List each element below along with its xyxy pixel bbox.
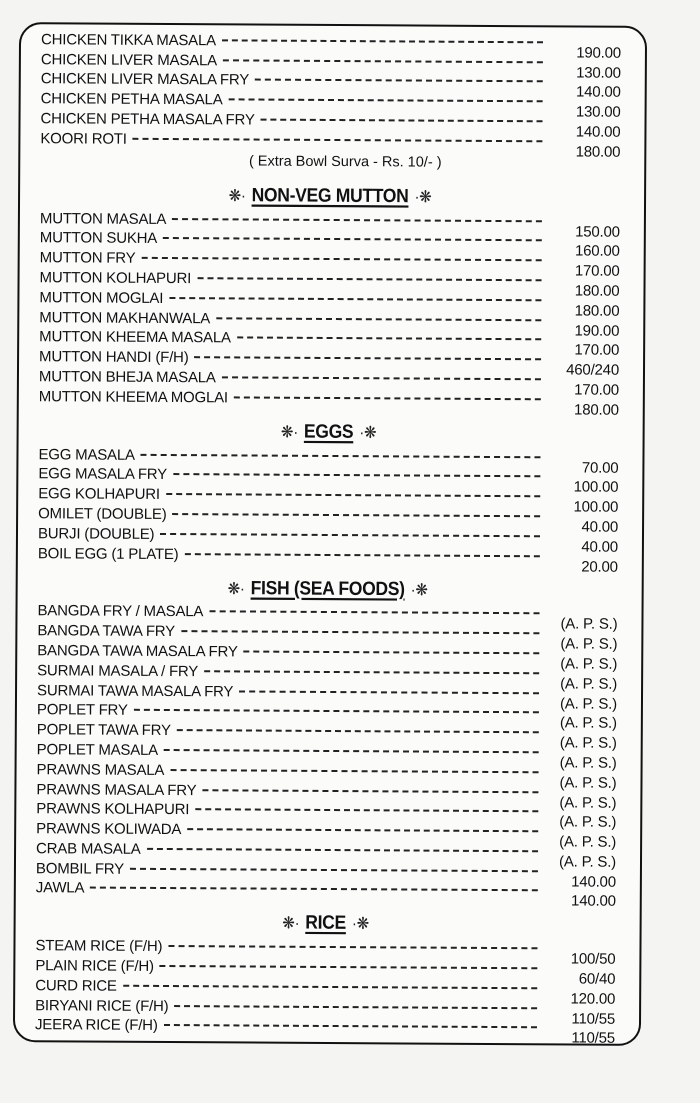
ornament-right-icon: ·❋ (410, 580, 428, 600)
item-name: CURD RICE (35, 977, 117, 995)
dot-leader (166, 493, 540, 497)
item-name: BANGDA TAWA MASALA FRY (37, 642, 238, 661)
item-price: 60/40 (578, 970, 616, 988)
section-rice (34, 905, 616, 1048)
item-price: 130.00 (575, 103, 621, 121)
item-name: EGG MASALA (38, 445, 135, 464)
item-name: MUTTON SUKHA (39, 229, 158, 248)
item-name: CRAB MASALA (36, 840, 141, 858)
menu-card (13, 22, 647, 1046)
item-price: 170.00 (574, 262, 620, 280)
section-title: FISH (SEA FOODS) (250, 576, 405, 600)
item-price: 130.00 (576, 64, 621, 82)
menu-item (34, 1014, 615, 1048)
dot-leader (174, 1005, 537, 1009)
item-price: 100/50 (570, 950, 616, 969)
item-price: 180.00 (574, 282, 620, 300)
item-price: 100.00 (573, 478, 619, 497)
item-name: BANGDA TAWA FRY (37, 622, 176, 641)
dot-leader (195, 356, 542, 360)
dot-leader (134, 709, 539, 713)
dot-leader (169, 297, 541, 301)
ornament-right-icon: ·❋ (359, 423, 377, 443)
dot-leader (173, 473, 540, 477)
item-price: 180.00 (574, 401, 619, 419)
section-title: EGGS (303, 419, 354, 442)
dot-leader (222, 376, 541, 380)
item-price: 150.00 (575, 223, 620, 241)
section-heading (39, 411, 619, 448)
section-title: RICE (305, 911, 347, 934)
item-name: PRAWNS MASALA (36, 760, 165, 779)
dot-leader (133, 138, 543, 143)
item-price: (A. P. S.) (559, 813, 617, 832)
dot-leader (177, 729, 539, 733)
item-name: SURMAI MASALA / FRY (37, 661, 199, 680)
item-price: (A. P. S.) (559, 774, 617, 792)
item-name: PRAWNS MASALA FRY (36, 780, 197, 799)
item-price: 100.00 (573, 498, 619, 516)
dot-leader (172, 218, 542, 222)
item-price: 140.00 (571, 873, 616, 891)
dot-leader (261, 119, 543, 123)
item-name: CHICKEN LIVER MASALA (40, 50, 218, 69)
dot-leader (130, 867, 538, 871)
item-name: BOMBIL FRY (35, 859, 125, 878)
dot-leader (195, 808, 538, 812)
item-name: KOORI ROTI (40, 130, 127, 148)
dot-leader (197, 277, 541, 281)
dot-leader (141, 257, 541, 261)
dot-leader (141, 453, 541, 457)
item-name: MUTTON HANDI (F/H) (39, 348, 189, 367)
item-name: MUTTON KHEEMA MASALA (39, 328, 231, 347)
item-price: 140.00 (571, 892, 616, 911)
section-heading (38, 568, 618, 605)
item-price: 140.00 (575, 123, 621, 141)
ornament-left-icon: ❋· (280, 422, 298, 442)
section-heading (36, 903, 616, 940)
item-name: MUTTON KHEEMA MOGLAI (38, 387, 228, 407)
item-price: (A. P. S.) (559, 793, 617, 812)
item-price: 460/240 (566, 361, 620, 379)
item-price: 170.00 (574, 341, 620, 360)
dot-leader (237, 337, 541, 341)
dot-leader (168, 945, 537, 949)
item-name: CHICKEN LIVER MASALA FRY (40, 70, 250, 89)
dot-leader (229, 99, 543, 103)
dot-leader (123, 985, 537, 990)
menu-item (38, 385, 619, 419)
item-name: BURJI (DOUBLE) (37, 524, 155, 543)
dot-leader (204, 670, 539, 674)
item-price: 40.00 (581, 518, 619, 536)
ornament-left-icon: ❋· (227, 579, 245, 599)
dot-leader (216, 317, 541, 321)
ornament-right-icon: ·❋ (351, 915, 369, 934)
item-name: BANGDA FRY / MASALA (37, 602, 204, 621)
section-fish (35, 570, 618, 911)
item-price: (A. P. S.) (559, 754, 617, 772)
item-name: STEAM RICE (F/H) (35, 937, 163, 956)
item-price: 190.00 (576, 44, 621, 62)
item-name: MUTTON FRY (39, 249, 136, 267)
extra-bowl-note: ( Extra Bowl Surva - Rs. 10/- ) (248, 153, 442, 171)
dot-leader (184, 553, 539, 557)
item-name: CHICKEN PETHA MASALA (40, 90, 223, 109)
dot-leader (90, 887, 538, 892)
menu-item (40, 127, 621, 161)
ornament-right-icon: ·❋ (414, 187, 432, 207)
item-price: 160.00 (574, 242, 620, 261)
item-price: 110/55 (571, 1029, 615, 1048)
item-name: PLAIN RICE (F/H) (35, 957, 154, 976)
item-name: CHICKEN TIKKA MASALA (40, 31, 217, 50)
ornament-left-icon: ❋· (228, 186, 246, 206)
item-price: 40.00 (581, 538, 618, 556)
menu-item (35, 877, 616, 911)
menu-item (37, 542, 618, 576)
item-name: EGG MASALA FRY (38, 465, 168, 484)
item-price: 190.00 (574, 322, 620, 340)
item-name: MUTTON MOGLAI (39, 288, 164, 307)
dot-leader (170, 769, 538, 773)
dot-leader (209, 611, 539, 615)
dot-leader (160, 965, 538, 969)
item-price: (A. P. S.) (560, 675, 618, 693)
item-name: SURMAI TAWA MASALA FRY (36, 681, 234, 700)
item-price: (A. P. S.) (560, 655, 618, 673)
item-name: BIRYANI RICE (F/H) (35, 996, 169, 1015)
item-name: JEERA RICE (F/H) (34, 1016, 158, 1035)
dot-leader (147, 848, 539, 852)
item-name: EGG KOLHAPURI (38, 485, 160, 504)
dot-leader (222, 39, 543, 43)
section-chicken (40, 28, 621, 172)
item-name: MUTTON BHEJA MASALA (38, 368, 216, 387)
section-heading (40, 176, 620, 213)
item-name: JAWLA (35, 879, 85, 897)
menu-content (34, 28, 621, 1048)
item-price: (A. P. S.) (560, 615, 618, 634)
item-price: (A. P. S.) (559, 714, 617, 733)
item-name: PRAWNS KOLHAPURI (36, 800, 190, 819)
dot-leader (202, 789, 538, 793)
item-price: (A. P. S.) (559, 833, 617, 851)
item-price: 170.00 (574, 381, 619, 399)
dot-leader (160, 533, 540, 537)
item-name: CHICKEN PETHA MASALA FRY (40, 110, 255, 129)
dot-leader (173, 513, 541, 517)
dot-leader (255, 79, 543, 83)
item-name: BOIL EGG (1 PLATE) (37, 544, 179, 563)
dot-leader (223, 59, 543, 63)
item-name: POPLET TAWA FRY (36, 721, 171, 740)
section-title: NON-VEG MUTTON (251, 183, 409, 207)
dot-leader (164, 1024, 537, 1028)
dot-leader (239, 690, 539, 694)
dot-leader (164, 749, 539, 753)
item-name: PRAWNS KOLIWADA (36, 820, 182, 839)
item-price: 120.00 (570, 990, 616, 1008)
item-price: 140.00 (575, 83, 621, 102)
dot-leader (163, 237, 542, 241)
item-price: 180.00 (574, 302, 620, 320)
dot-leader (234, 396, 541, 400)
dot-leader (187, 828, 538, 832)
section-eggs (37, 413, 619, 576)
item-price: (A. P. S.) (559, 853, 617, 871)
section-mutton (38, 177, 620, 419)
item-price: (A. P. S.) (559, 694, 618, 713)
item-name: MUTTON MASALA (39, 209, 167, 228)
dot-leader (244, 650, 540, 654)
item-price: 70.00 (581, 459, 619, 477)
item-price: (A. P. S.) (560, 635, 618, 653)
item-name: POPLET FRY (36, 701, 128, 720)
item-price: 110/55 (571, 1010, 616, 1028)
item-name: MUTTON MAKHANWALA (39, 308, 211, 327)
item-name: OMILET (DOUBLE) (38, 505, 167, 523)
item-name: MUTTON KOLHAPURI (39, 269, 192, 288)
item-price: (A. P. S.) (559, 734, 617, 752)
ornament-left-icon: ❋· (282, 914, 300, 934)
dot-leader (181, 630, 539, 634)
item-price: 20.00 (581, 558, 618, 576)
item-name: POPLET MASALA (36, 741, 159, 759)
item-price: 180.00 (575, 143, 621, 161)
